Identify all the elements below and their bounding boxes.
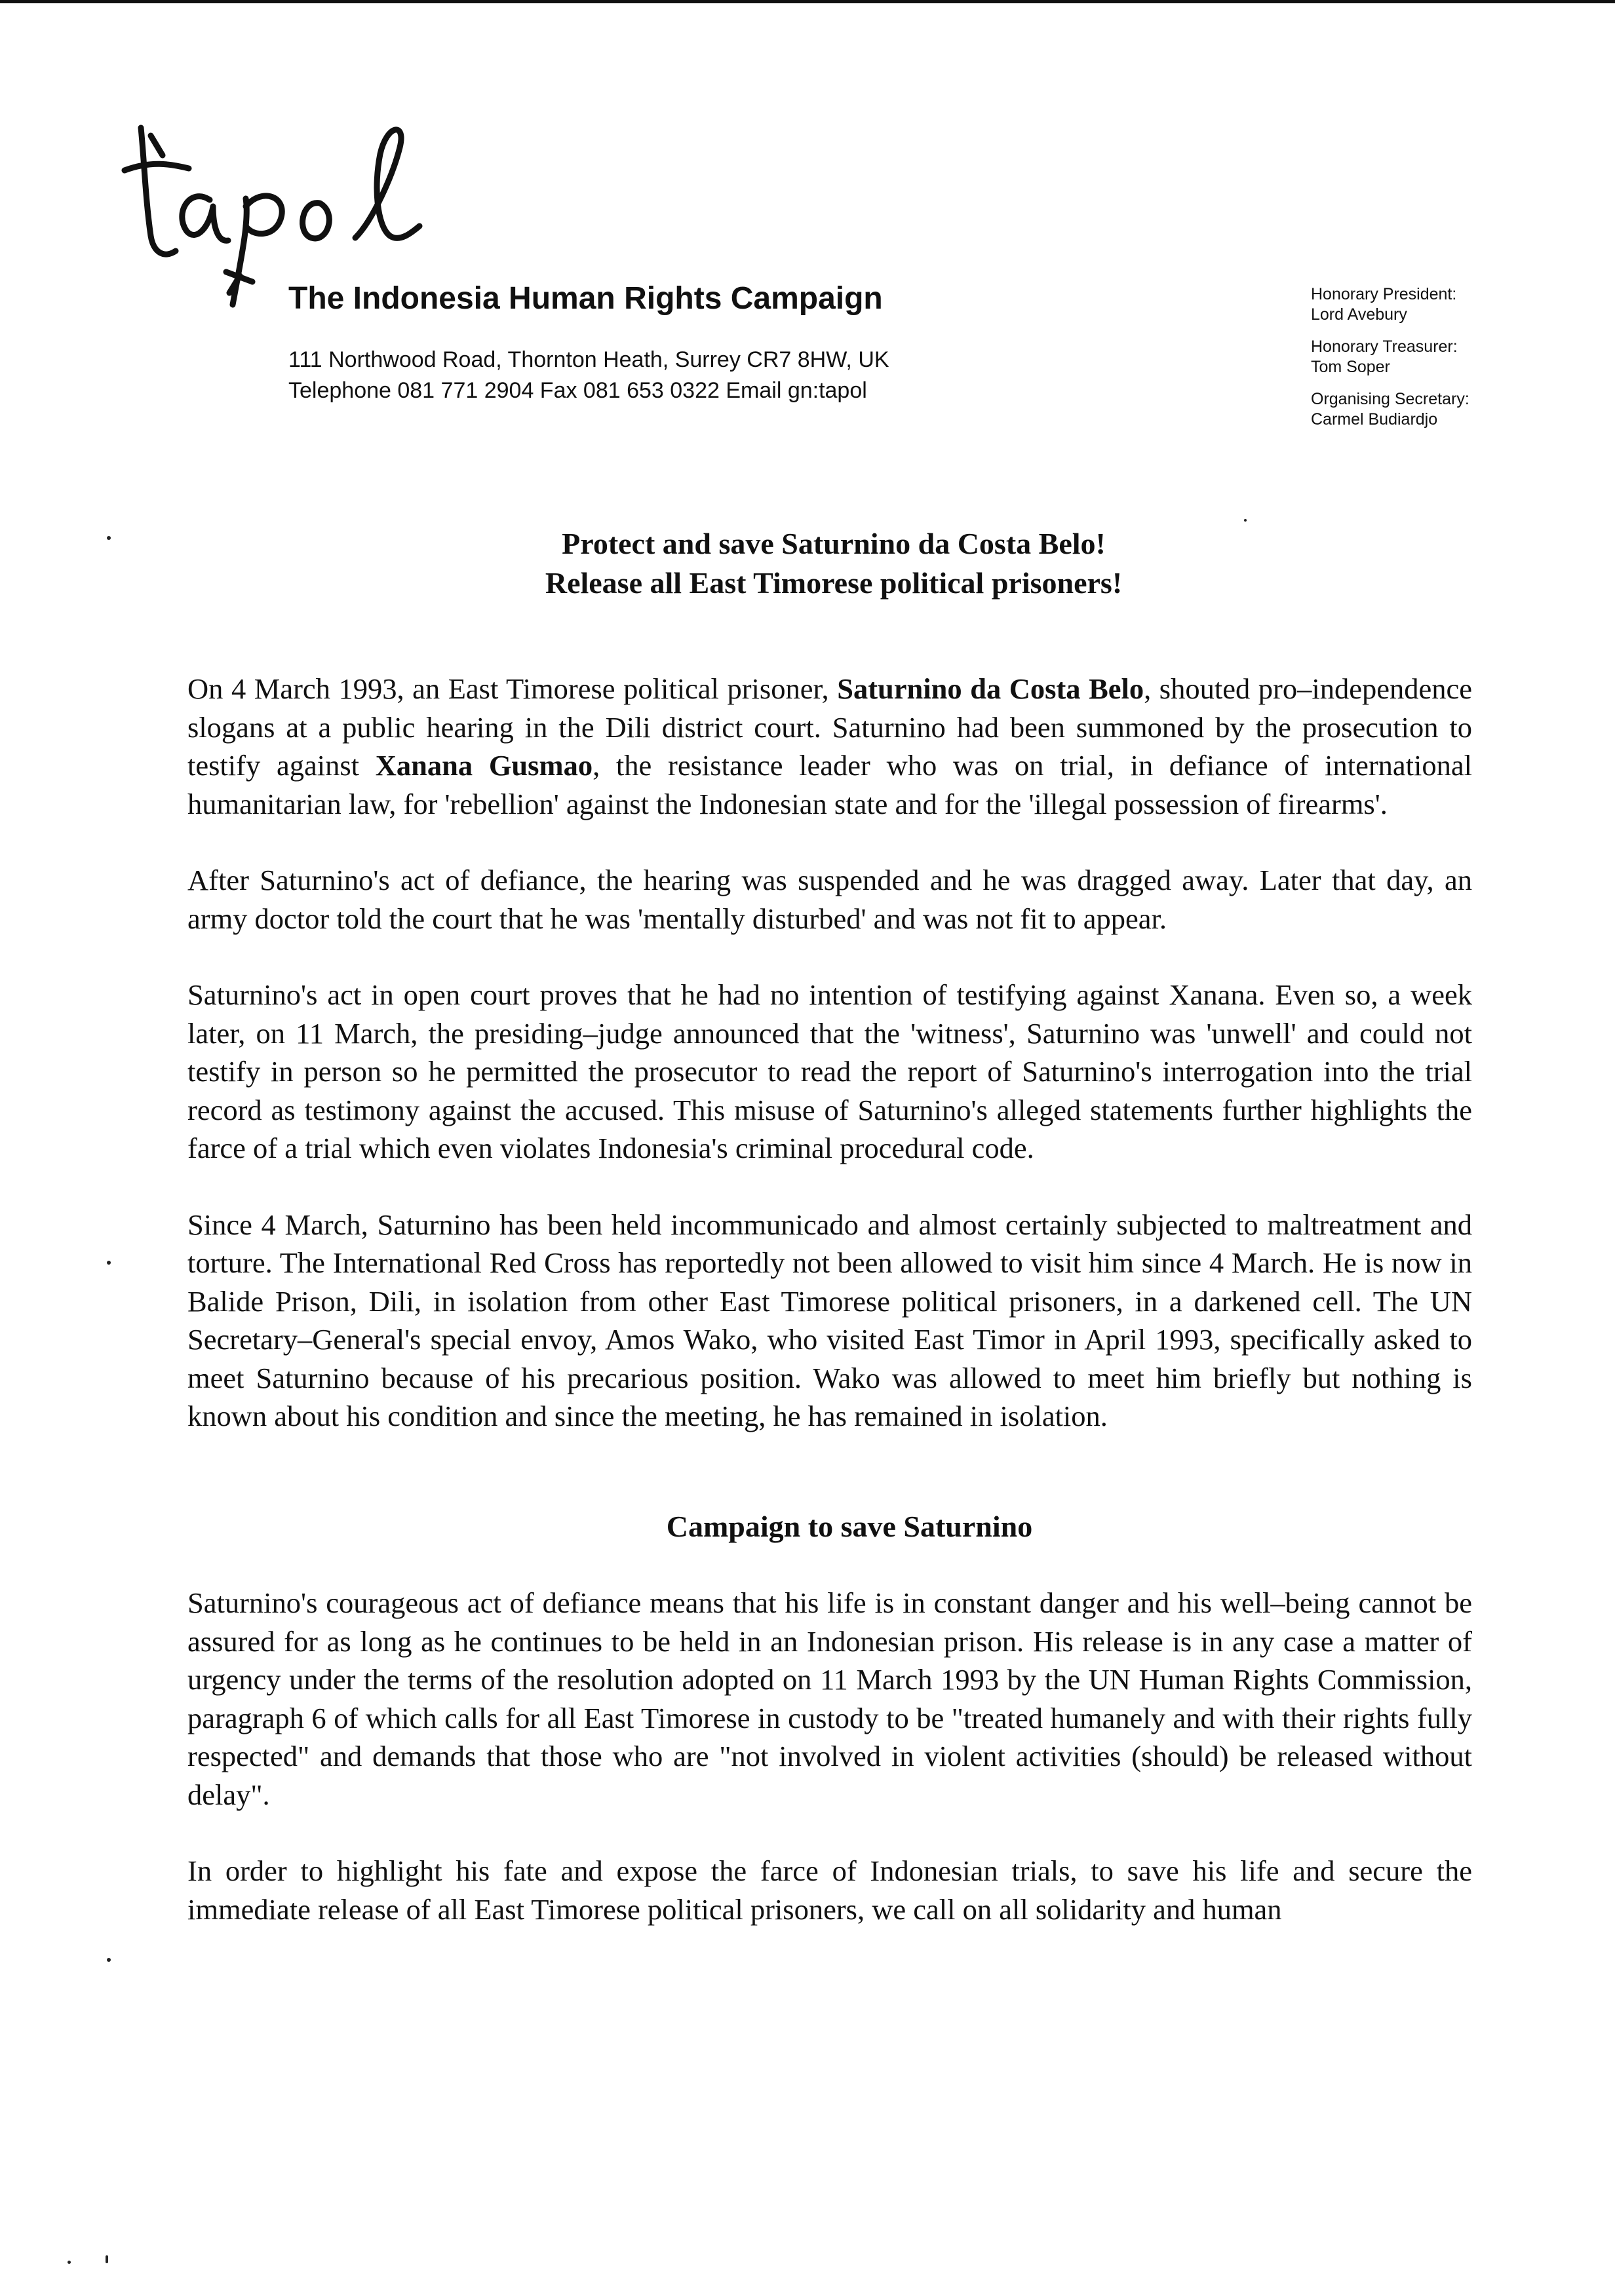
paragraph-6: In order to highlight his fate and expose the farce of Indonesian trials, to save his life and secure the immediate release of all East Timorese political prisoners, we call on all solidarity and human	[187, 1854, 1472, 1926]
scan-speck	[107, 1958, 111, 1962]
phone-fax-email-line: Telephone 081 771 2904 Fax 081 653 0322 Email gn:tapol	[288, 378, 867, 403]
p1-text-end: , the resistance leader who was on trial, in defiance of international humanitarian law, for 'rebellion' against the Indonesian state and for the 'illegal possession of firearms'.	[187, 749, 1472, 820]
top-border-rule	[0, 0, 1615, 3]
officer-name: Carmel Budiardjo	[1311, 410, 1438, 429]
bold-name-saturnino: Saturnino da Costa Belo	[837, 672, 1144, 705]
officer-entry	[1311, 284, 1469, 325]
officer-role: Organising Secretary:	[1311, 390, 1469, 408]
paragraph-4: Since 4 March, Saturnino has been held incommunicado and almost certainly subjected to maltreatment and torture. The International Red Cross has reportedly not been allowed to visit him since 4 March. He is now in Balide Prison, Dili, in isolation from other East Timorese political prisoners, in a darkened cell. The UN Secretary–General's special envoy, Amos Wako, who visited East Timor in April 1993, specifically asked to meet Saturnino because of his precarious position. Wako was allowed to meet him briefly but nothing is known about his condition and since the meeting, he has remained in isolation.	[187, 1208, 1472, 1432]
officers-list	[1311, 284, 1469, 442]
paragraph-2: After Saturnino's act of defiance, the hearing was suspended and he was dragged away. Later that day, an army doctor told the court that he was 'mentally disturbed' and was not fit to appear.	[187, 864, 1472, 935]
title-line-1: Protect and save Saturnino da Costa Belo!	[562, 527, 1106, 560]
bold-name-xanana: Xanana Gusmao	[375, 749, 593, 782]
scan-speck	[106, 2255, 108, 2263]
officer-role: Honorary Treasurer:	[1311, 337, 1458, 356]
document-body	[187, 670, 1472, 1966]
address-line: 111 Northwood Road, Thornton Heath, Surrey CR7 8HW, UK	[288, 347, 889, 372]
scan-speck	[1244, 519, 1247, 522]
paragraph-3: Saturnino's act in open court proves that he had no intention of testifying against Xanana. Even so, a week later, on 11 March, the presiding–judge announced that the 'witness', Saturnino was 'unwell' and could not testify in person so he permitted the prosecutor to read the report of Saturnino's interrogation into the trial record as testimony against the accused. This misuse of Saturnino's alleged statements further highlights the farce of a trial which even violates Indonesia's criminal procedural code.	[187, 978, 1472, 1164]
scan-speck	[68, 2261, 71, 2264]
officer-entry	[1311, 389, 1469, 430]
paragraph-5: Saturnino's courageous act of defiance means that his life is in constant danger and his well–being cannot be assured for as long as he continues to be held in an Indonesian prison. His release is in any case a matter of urgency under the terms of the resolution adopted on 11 March 1993 by the UN Human Rights Commission, paragraph 6 of which calls for all East Timorese in custody to be "treated humanely and with their rights fully respected" and demands that those who are "not involved in violent activities (should) be released without delay".	[187, 1586, 1472, 1811]
paragraph-1	[187, 670, 1472, 823]
p1-text-middle: , shouted pro–independence slogans at a public hearing in the Dili district court. Saturnino had been summoned by the prosecution to testify against	[187, 672, 1472, 782]
organization-name: The Indonesia Human Rights Campaign	[288, 281, 883, 316]
p1-text-start: On 4 March 1993, an East Timorese political prisoner,	[187, 672, 838, 705]
officer-role: Honorary President:	[1311, 285, 1457, 303]
document-title	[0, 524, 1615, 603]
scan-speck	[107, 1261, 111, 1265]
officer-name: Tom Soper	[1311, 358, 1390, 376]
contact-block	[288, 345, 889, 406]
title-line-2: Release all East Timorese political prisoners!	[545, 566, 1123, 600]
scan-speck	[107, 536, 111, 540]
section-heading: Campaign to save Saturnino	[666, 1509, 1033, 1543]
officer-entry	[1311, 337, 1469, 377]
officer-name: Lord Avebury	[1311, 305, 1407, 324]
